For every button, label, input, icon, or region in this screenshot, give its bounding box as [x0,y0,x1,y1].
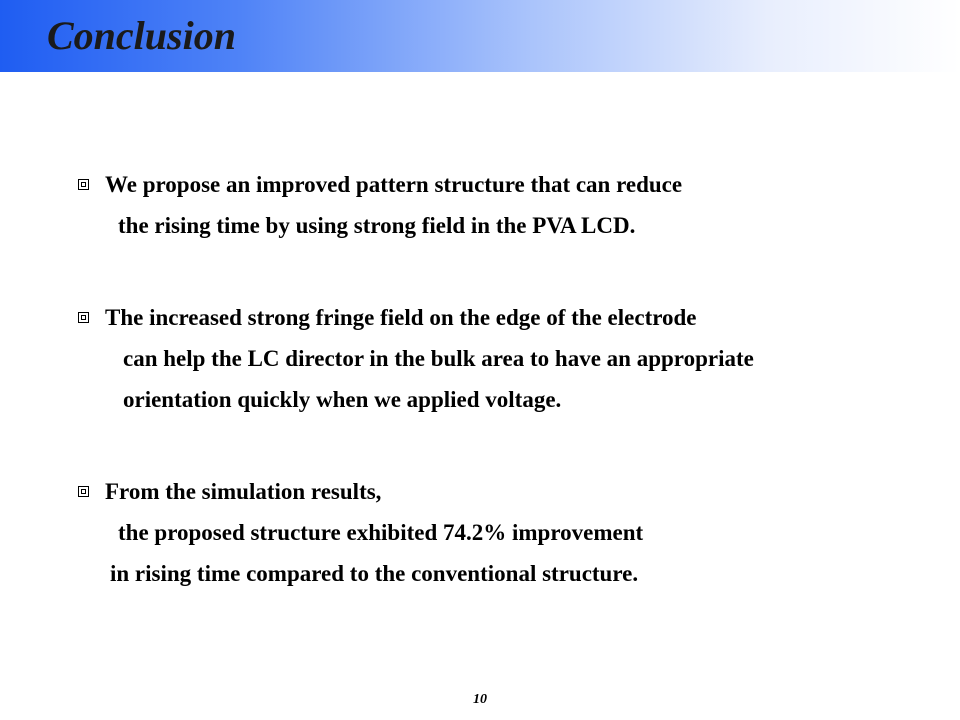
bullet-item-1 [78,164,682,246]
bullet-continuation-text: orientation quickly when we applied voltage. [123,387,562,412]
bullet-item-3 [78,471,643,594]
bullet-text: We propose an improved pattern structure that can reduce [105,172,683,197]
square-bullet-icon [78,179,89,190]
bullet-continuation-text: in rising time compared to the conventional structure. [110,561,639,586]
bullet-first-line [78,164,682,205]
bullet-continuation-text: the proposed structure exhibited 74.2% improvement [118,520,644,545]
square-bullet-icon [78,312,89,323]
title-bar [0,0,960,72]
bullet-item-2 [78,297,754,420]
bullet-text: The increased strong fringe field on the edge of the electrode [105,305,697,330]
square-bullet-icon [78,486,89,497]
bullet-text: From the simulation results, [105,479,382,504]
page-number: 10 [473,692,487,707]
bullet-first-line [78,297,754,338]
slide-title: Conclusion [47,13,236,58]
bullet-first-line [78,471,643,512]
bullet-continuation-text: can help the LC director in the bulk area to have an appropriate [123,346,754,371]
bullet-continuation-text: the rising time by using strong field in the PVA LCD. [118,213,636,238]
